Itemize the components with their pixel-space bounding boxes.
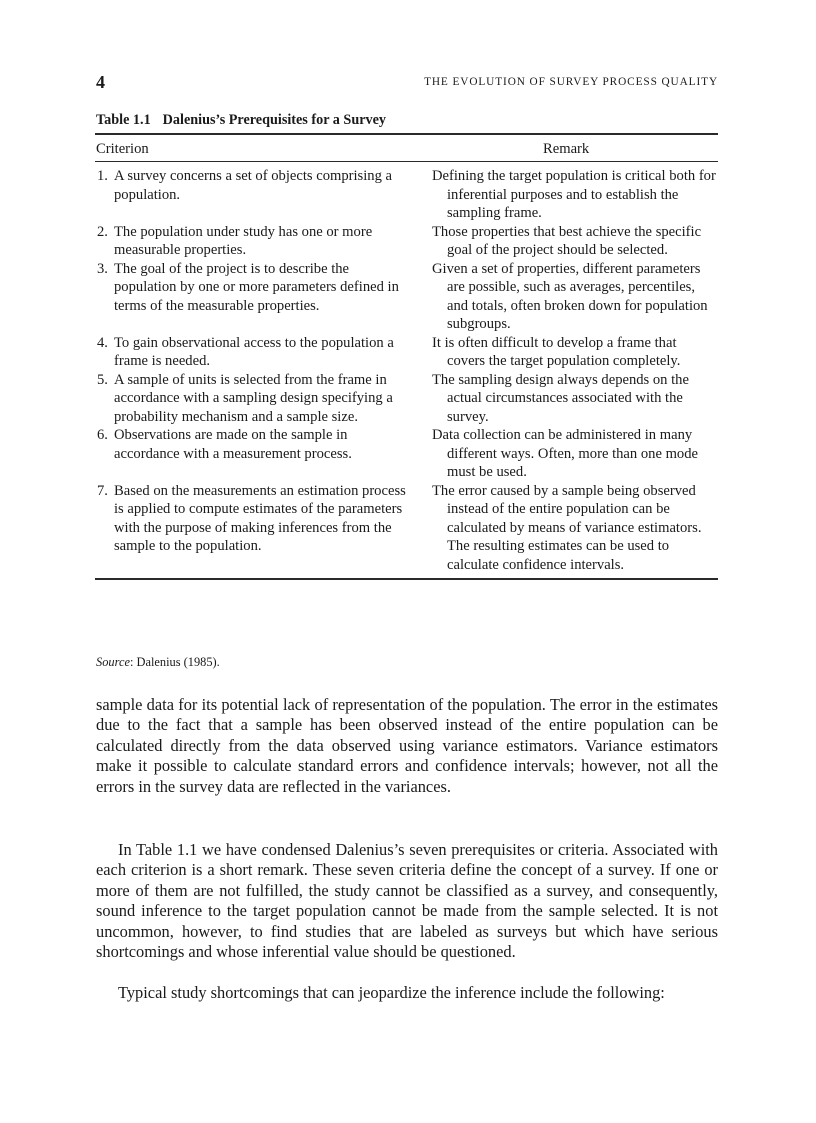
remark-text: Defining the target population is critical both for inferential purposes and to establish the sampling frame.	[432, 168, 716, 222]
remark-text: The error caused by a sample being observed instead of the entire population can be calculated by means of variance estimators. The resulting estimates can be used to calculate confidence intervals.	[432, 482, 702, 573]
remark-cell	[406, 167, 718, 223]
criterion-cell	[95, 223, 406, 260]
criterion-text: The goal of the project is to describe the population by one or more parameters defined in terms of the measurable properties.	[114, 260, 399, 314]
criterion-cell	[95, 371, 406, 427]
remark-cell	[406, 223, 718, 260]
page-header	[96, 72, 718, 94]
remark-cell	[406, 482, 718, 575]
source-text: : Dalenius (1985).	[129, 655, 220, 669]
remark-text: It is often difficult to develop a frame that covers the target population completely.	[432, 334, 681, 370]
remark-text: Given a set of properties, different parameters are possible, such as averages, percentiles, and totals, often broken down for population subgroups.	[432, 260, 708, 333]
criterion-number: 3.	[97, 260, 108, 277]
table-row	[95, 371, 718, 427]
criterion-number: 4.	[97, 334, 108, 351]
table-row	[95, 223, 718, 260]
table-header-row	[95, 135, 718, 161]
remark-cell	[406, 334, 718, 371]
table-row	[95, 167, 718, 223]
criterion-text: Based on the measurements an estimation process is applied to compute estimates of the parameters with the purpose of making inferences from the sample to the population.	[114, 482, 406, 555]
table-row	[95, 334, 718, 371]
body-paragraph: Typical study shortcomings that can jeopardize the inference include the following:	[118, 983, 665, 1002]
criterion-cell	[95, 167, 406, 223]
criterion-cell	[95, 260, 406, 334]
table-bottom-rule	[95, 578, 718, 580]
prerequisites-table	[95, 133, 718, 580]
remark-cell	[406, 260, 718, 334]
table-source-note	[96, 655, 220, 670]
criterion-number: 5.	[97, 371, 108, 388]
criterion-cell	[95, 482, 406, 575]
table-title: Dalenius’s Prerequisites for a Survey	[162, 112, 386, 128]
criterion-cell	[95, 426, 406, 482]
criterion-text: A sample of units is selected from the frame in accordance with a sampling design specifying a probability mechanism and a sample size.	[114, 371, 393, 425]
page-number: 4	[96, 72, 105, 92]
criterion-text: Observations are made on the sample in accordance with a measurement process.	[114, 427, 352, 462]
running-head: THE EVOLUTION OF SURVEY PROCESS QUALITY	[424, 76, 718, 88]
column-header-remark: Remark	[543, 140, 590, 157]
table-row	[95, 260, 718, 334]
body-paragraph: sample data for its potential lack of representation of the population. The error in the estimates due to the fact that a sample has been observed instead of the entire population can be calculated directly from the data observed using variance estimators. Variance estimators make it possible to calculate standard errors and confidence intervals; however, not all the errors in the survey data are reflected in the variances.	[96, 695, 718, 796]
criterion-text: A survey concerns a set of objects comprising a population.	[114, 168, 393, 203]
table-row	[95, 482, 718, 575]
remark-text: The sampling design always depends on the actual circumstances associated with the survey.	[432, 371, 689, 425]
table-row	[95, 426, 718, 482]
criterion-number: 7.	[97, 482, 108, 499]
criterion-number: 2.	[97, 223, 108, 240]
column-header-criterion: Criterion	[96, 140, 149, 157]
remark-text: Data collection can be administered in many different ways. Often, more than one mode must be used.	[432, 427, 698, 481]
source-label: Source	[96, 655, 130, 669]
table-caption	[96, 112, 386, 129]
table-body	[95, 162, 718, 578]
criterion-number: 1.	[97, 168, 108, 185]
criterion-number: 6.	[97, 427, 108, 444]
criterion-text: The population under study has one or more measurable properties.	[114, 223, 373, 259]
criterion-cell	[95, 334, 406, 371]
criterion-text: To gain observational access to the population a frame is needed.	[114, 334, 394, 370]
body-paragraph: In Table 1.1 we have condensed Dalenius’s seven prerequisites or criteria. Associated with each criterion is a short remark. These seven criteria define the concept of a survey. If one or more of them are not fulfilled, the study cannot be classified as a survey, and consequently, sound inference to the target population cannot be made from the sample selected. It is not uncommon, however, to find studies that are labeled as surveys but which have serious shortcomings and whose inferential value should be questioned.	[96, 840, 718, 962]
remark-cell	[406, 426, 718, 482]
table-label: Table 1.1	[96, 112, 151, 128]
remark-cell	[406, 371, 718, 427]
remark-text: Those properties that best achieve the specific goal of the project should be selected.	[432, 223, 702, 259]
